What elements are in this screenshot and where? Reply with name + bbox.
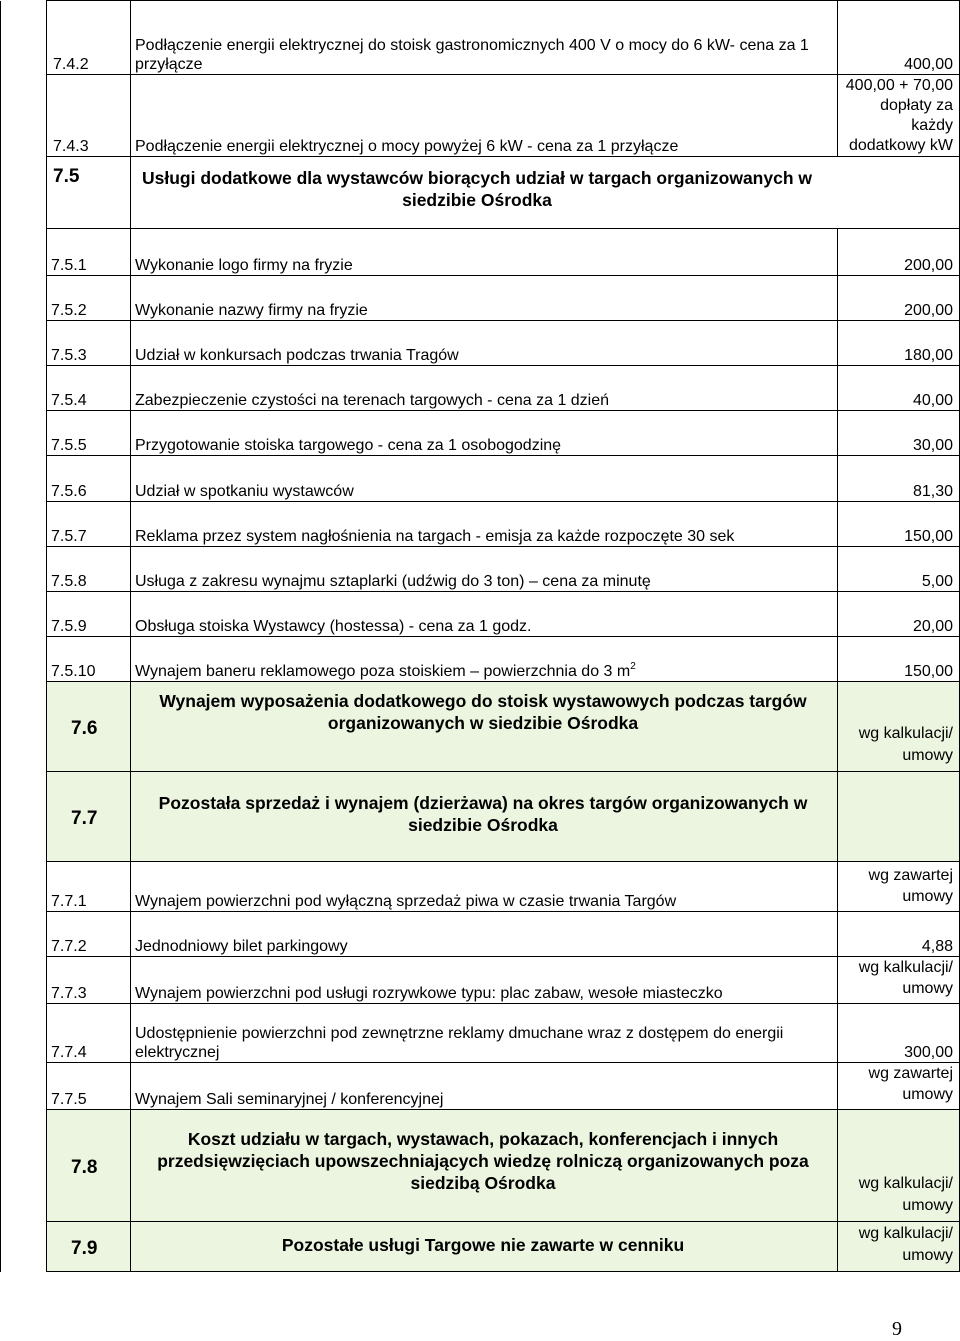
table-row	[1, 75, 960, 157]
section-number: 7.5	[47, 157, 131, 229]
row-price: wg zawartej umowy	[838, 1063, 960, 1110]
left-margin-cell	[1, 1222, 47, 1272]
section-title: Pozostała sprzedaż i wynajem (dzierżawa) na okres targów organizowanych w siedzibie Ośrodka	[131, 772, 838, 862]
table-row	[1, 912, 960, 957]
row-description: Wynajem powierzchni pod wyłączną sprzedaż piwa w czasie trwania Targów	[131, 862, 838, 912]
table-row	[1, 957, 960, 1004]
row-number: 7.7.1	[47, 862, 131, 912]
section-price: wg kalkulacji/ umowy	[838, 682, 960, 772]
row-description: Udział w konkursach podczas trwania Tragów	[131, 321, 838, 366]
row-number: 7.4.2	[47, 1, 131, 75]
row-price: 180,00	[838, 321, 960, 366]
row-price: 150,00	[838, 637, 960, 682]
section-price-empty	[838, 772, 960, 862]
row-description: Przygotowanie stoiska targowego - cena za 1 osobogodzinę	[131, 411, 838, 456]
left-margin-cell	[1, 456, 47, 502]
row-price: wg kalkulacji/ umowy	[838, 957, 960, 1004]
row-price: 5,00	[838, 547, 960, 592]
row-number: 7.5.6	[47, 456, 131, 502]
row-price: 4,88	[838, 912, 960, 957]
row-description: Wynajem powierzchni pod usługi rozrywkowe typu: plac zabaw, wesołe miasteczko	[131, 957, 838, 1004]
left-margin-cell	[1, 862, 47, 912]
row-description: Udostępnienie powierzchni pod zewnętrzne reklamy dmuchane wraz z dostępem do energii elektrycznej	[131, 1004, 838, 1063]
row-description-text: Wynajem baneru reklamowego poza stoiskiem – powierzchnia do 3 m	[135, 663, 631, 680]
section-title: Koszt udziału w targach, wystawach, pokazach, konferencjach i innych przedsięwzięciach upowszechniających wiedzę rolniczą organizowanych poza siedzibą Ośrodka	[131, 1110, 838, 1222]
section-row	[1, 682, 960, 772]
left-margin-cell	[1, 321, 47, 366]
section-number: 7.6	[47, 682, 131, 772]
left-margin-cell	[1, 229, 47, 276]
left-margin-cell	[1, 276, 47, 321]
row-number: 7.7.3	[47, 957, 131, 1004]
row-number: 7.7.2	[47, 912, 131, 957]
row-description: Zabezpieczenie czystości na terenach targowych - cena za 1 dzień	[131, 366, 838, 411]
row-description: Reklama przez system nagłośnienia na targach - emisja za każde rozpoczęte 30 sek	[131, 502, 838, 547]
section-row	[1, 772, 960, 862]
left-margin-cell	[1, 157, 47, 229]
row-number: 7.5.7	[47, 502, 131, 547]
row-price: 200,00	[838, 276, 960, 321]
table-row	[1, 592, 960, 637]
row-number: 7.5.1	[47, 229, 131, 276]
row-price: wg zawartej umowy	[838, 862, 960, 912]
row-price: 30,00	[838, 411, 960, 456]
section-row	[1, 1222, 960, 1272]
section-title: Usługi dodatkowe dla wystawców biorących udział w targach organizowanych w siedzibie Ośrodka	[131, 157, 960, 229]
left-margin-cell	[1, 1, 47, 157]
page-number: 9	[892, 1318, 902, 1340]
left-margin-cell	[1, 912, 47, 957]
section-price: wg kalkulacji/ umowy	[838, 1222, 960, 1272]
table-row	[1, 276, 960, 321]
row-number: 7.5.3	[47, 321, 131, 366]
row-price: 200,00	[838, 229, 960, 276]
row-number: 7.5.5	[47, 411, 131, 456]
row-price: 40,00	[838, 366, 960, 411]
table-row	[1, 321, 960, 366]
row-price: 400,00	[838, 1, 960, 75]
row-number: 7.5.2	[47, 276, 131, 321]
row-number: 7.5.8	[47, 547, 131, 592]
table-row	[1, 1, 960, 75]
row-price: 150,00	[838, 502, 960, 547]
section-number: 7.9	[47, 1222, 131, 1272]
left-margin-cell	[1, 366, 47, 411]
section-price: wg kalkulacji/ umowy	[838, 1110, 960, 1222]
row-number: 7.7.5	[47, 1063, 131, 1110]
row-number: 7.7.4	[47, 1004, 131, 1063]
left-margin-cell	[1, 411, 47, 456]
left-margin-cell	[1, 1063, 47, 1110]
row-number: 7.5.9	[47, 592, 131, 637]
row-description: Podłączenie energii elektrycznej o mocy powyżej 6 kW - cena za 1 przyłącze	[131, 75, 838, 157]
section-row	[1, 1110, 960, 1222]
row-price: 81,30	[838, 456, 960, 502]
row-description: Podłączenie energii elektrycznej do stoisk gastronomicznych 400 V o mocy do 6 kW- cena za 1 przyłącze	[131, 1, 838, 75]
row-number: 7.4.3	[47, 75, 131, 157]
left-margin-cell	[1, 682, 47, 772]
row-price: 300,00	[838, 1004, 960, 1063]
table-row	[1, 862, 960, 912]
left-margin-cell	[1, 957, 47, 1004]
table-row	[1, 456, 960, 502]
table-row	[1, 547, 960, 592]
table-row	[1, 366, 960, 411]
table-row	[1, 229, 960, 276]
row-description	[131, 637, 838, 682]
row-description: Wykonanie nazwy firmy na fryzie	[131, 276, 838, 321]
left-margin-cell	[1, 592, 47, 637]
left-margin-cell	[1, 637, 47, 682]
section-title: Wynajem wyposażenia dodatkowego do stoisk wystawowych podczas targów organizowanych w siedzibie Ośrodka	[131, 682, 838, 772]
row-description: Jednodniowy bilet parkingowy	[131, 912, 838, 957]
row-price: 20,00	[838, 592, 960, 637]
table-row	[1, 411, 960, 456]
row-description: Obsługa stoiska Wystawcy (hostessa) - cena za 1 godz.	[131, 592, 838, 637]
row-description: Wynajem Sali seminaryjnej / konferencyjnej	[131, 1063, 838, 1110]
section-number: 7.8	[47, 1110, 131, 1222]
row-description: Usługa z zakresu wynajmu sztaplarki (udźwig do 3 ton) – cena za minutę	[131, 547, 838, 592]
left-margin-cell	[1, 772, 47, 862]
row-number: 7.5.10	[47, 637, 131, 682]
left-margin-cell	[1, 1110, 47, 1222]
table-row	[1, 637, 960, 682]
superscript-unit: 2	[630, 661, 636, 672]
left-margin-cell	[1, 502, 47, 547]
row-description: Wykonanie logo firmy na fryzie	[131, 229, 838, 276]
table-row	[1, 1004, 960, 1063]
table-row	[1, 1063, 960, 1110]
row-number: 7.5.4	[47, 366, 131, 411]
section-title: Pozostałe usługi Targowe nie zawarte w cenniku	[131, 1222, 838, 1272]
row-description: Udział w spotkaniu wystawców	[131, 456, 838, 502]
row-price: 400,00 + 70,00 dopłaty za każdy dodatkowy kW	[838, 75, 960, 157]
section-number: 7.7	[47, 772, 131, 862]
left-margin-cell	[1, 1004, 47, 1063]
left-margin-cell	[1, 547, 47, 592]
table-row	[1, 502, 960, 547]
section-row	[1, 157, 960, 229]
